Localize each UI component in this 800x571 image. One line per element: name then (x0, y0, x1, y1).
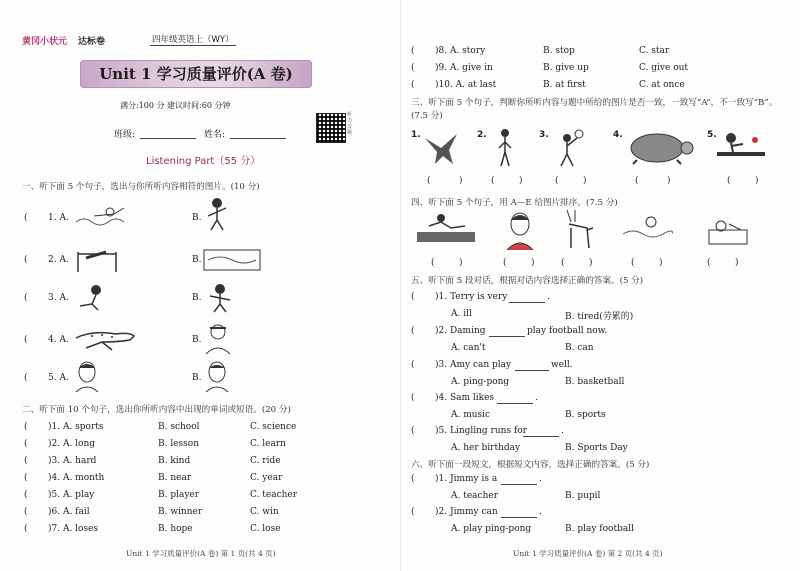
runner-picture[interactable] (495, 128, 515, 168)
sick-kid-picture[interactable] (707, 210, 749, 248)
swimmer-picture[interactable] (621, 210, 673, 246)
boy-portrait-picture[interactable] (505, 210, 535, 250)
left-page: 黄冈小状元 达标卷 四年级英语上（WY） Unit 1 学习质量评价(A 卷) 满分:100 分 建议时间:60 分钟 班级: 姓名: 听力音频 Listening Part（55 分） 一、听下面 5 个句子，选出与你所听内容相符的图片。(10 分) ( 1. A. B. ( 2. A. B. ( 3. A. B. ( 4. A. B. ( 5. A. B. 二、听下面 10 个句子，选出你所听内容中出现的单词或短语。(20 分) ( )1. A. sports B. school C. science ( )2. A. long B. lesson C. learn ( )3. A. hard B. kind C. ride ( )4. A. month B. near C. year ( )5. A. play B. player C. teacher ( )6. A. fail B. winner C. win ( )7. A. loses B. hope C. lose Unit 1 学习质量评价(A 卷) 第 1 页(共 4 页) (0, 0, 400, 571)
cheetah-picture[interactable] (72, 322, 138, 352)
name-label: 姓名: (204, 130, 226, 140)
volleyball-picture[interactable] (551, 128, 587, 168)
pool-picture[interactable] (202, 246, 262, 274)
qr-caption: 听力音频 (347, 112, 353, 136)
man-picture[interactable] (202, 322, 232, 356)
kid-picture[interactable] (202, 282, 236, 314)
name-blank[interactable] (230, 138, 286, 139)
score-info: 满分:100 分 建议时间:60 分钟 (120, 101, 231, 110)
qr-code (316, 113, 346, 143)
hurdle-picture[interactable] (415, 210, 477, 246)
turtle-picture[interactable] (623, 128, 695, 166)
right-page: ( )8. A. story B. stop C. star ( )9. A. give in B. give up C. give out ( )10. A. at last B. at first C. at once 三、听下面 5 个句子，判断你所听内容与题中所给的图片是否一致，一致写“A”，不一致写“B”。(7.5 分) 1. ( ) 2. ( ) 3. ( ) 4. ( ) 5. ( ) 四、听下面 5 个句子，用 A—E 给图片排序。(7.5 分) ( ) ( ) ( ) ( ) ( ) 五、听下面 5 段对话，根据对话内容选择正确的答案。(5 分) ( )1. Terry is very . A. ill B. tired(劳累的) ( )2. Daming play football now. A. can't B. can ( )3. Amy can play well. A. ping-pong B. basketball ( )4. Sam likes . A. music B. sports ( )5. Lingling runs for . A. her birthday B. Sports Day 六、听下面一段短文，根据短文内容，选择正确的答案。(5 分) ( )1. Jimmy is a . A. teacher B. pupil ( )2. Jimmy can . A. play ping-pong B. play football Unit 1 学习质量评价(A 卷) 第 2 页(共 4 页) (400, 0, 800, 571)
swimming-picture[interactable] (74, 202, 128, 230)
brand-logo: 黄冈小状元 (22, 37, 68, 47)
class-blank[interactable] (140, 138, 196, 139)
section-6-heading: 六、听下面一段短文，根据短文内容，选择正确的答案。(5 分) (411, 460, 650, 470)
section-3-heading: 三、听下面 5 个句子，判断你所听内容与题中所给的图片是否一致，一致写“A”，不一致写“B”。(7.5 分) (411, 98, 778, 121)
man-face-picture[interactable] (204, 360, 230, 392)
girl-picture[interactable] (74, 282, 108, 312)
page-title: Unit 1 学习质量评价(A 卷) (99, 65, 293, 83)
section-4-heading: 四、听下面 5 个句子，用 A—E 给图片排序。(7.5 分) (411, 198, 618, 208)
antelope-picture[interactable] (561, 208, 597, 250)
boy-picture[interactable] (202, 196, 232, 232)
grade-label: 四年级英语上（WY） (152, 35, 234, 45)
page-footer: Unit 1 学习质量评价(A 卷) 第 1 页(共 4 页) (126, 549, 276, 558)
page-footer: Unit 1 学习质量评价(A 卷) 第 2 页(共 4 页) (513, 549, 663, 558)
ping-pong-picture[interactable] (715, 130, 767, 166)
section-1-heading: 一、听下面 5 个句子，选出与你所听内容相符的图片。(10 分) (22, 182, 260, 192)
section-2-heading: 二、听下面 10 个句子，选出你所听内容中出现的单词或短语。(20 分) (22, 405, 291, 415)
class-label: 班级: (114, 130, 136, 140)
boy-face-picture[interactable] (74, 360, 100, 392)
listening-part-title: Listening Part（55 分） (146, 156, 261, 167)
eagle-picture[interactable] (423, 130, 461, 166)
brand-sub: 达标卷 (78, 37, 106, 47)
section-5-heading: 五、听下面 5 段对话，根据对话内容选择正确的答案。(5 分) (411, 276, 644, 286)
high-jump-picture[interactable] (74, 244, 120, 274)
